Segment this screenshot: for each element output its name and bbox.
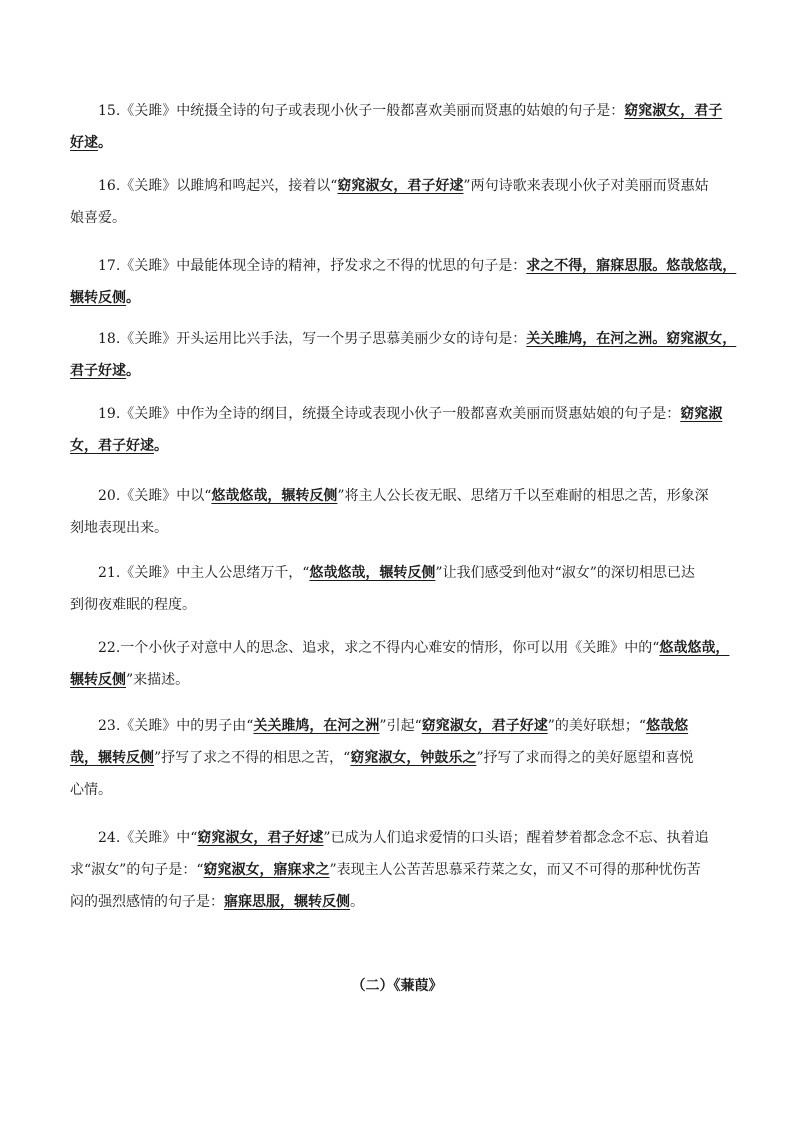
answer-text: 关关雎鸠，在河之洲: [253, 718, 380, 734]
text-line: [70, 430, 730, 462]
question-text: 娘喜爱。: [70, 210, 126, 226]
text-line: [70, 202, 730, 234]
question-text: 求“淑女”的句子是：“: [70, 862, 204, 878]
text-line: [70, 557, 730, 589]
answer-text: 窈窕淑女，寤寐求之: [203, 862, 330, 878]
answer-text: 女，君子好逑: [70, 438, 154, 454]
question-text: ”来描述。: [126, 672, 190, 688]
answer-text: 悠哉悠哉，: [659, 640, 730, 656]
question-text: ”两句诗歌来表现小伙子对美丽而贤惠姑: [463, 178, 709, 194]
question-text: ”引起“: [379, 718, 422, 734]
text-line: [70, 774, 730, 806]
question-text: 刻地表现出来。: [70, 520, 168, 536]
answer-punctuation: 。: [126, 363, 140, 379]
answer-text: 辗转反侧: [70, 672, 126, 688]
text-line: [70, 355, 730, 387]
text-line: [70, 664, 730, 696]
question-text: 。: [350, 894, 364, 910]
text-line: [70, 250, 737, 282]
question-item: [70, 822, 730, 918]
question-item: [70, 710, 730, 806]
answer-punctuation: 。: [154, 438, 168, 454]
text-line: [70, 127, 730, 159]
answer-text: 窈窕淑女，君子好逑: [337, 178, 464, 194]
answer-text: 好逑: [70, 135, 98, 151]
text-line: [70, 95, 730, 127]
text-line: [70, 282, 730, 314]
question-text: 23.《关雎》中的男子由“: [98, 718, 254, 734]
question-text: 18.《关雎》开头运用比兴手法，写一个男子思慕美丽少女的诗句是：: [98, 331, 527, 347]
text-line: [70, 854, 730, 886]
answer-text: 哉，辗转反侧: [70, 750, 154, 766]
answer-text: 悠哉悠哉，辗转反侧: [309, 565, 436, 581]
question-text: ”的美好联想；“: [547, 718, 647, 734]
question-text: 19.《关雎》中作为全诗的纲目，统摄全诗或表现小伙子一般都喜欢美丽而贤惠姑娘的句子是：: [98, 406, 681, 422]
answer-text: 求之不得，寤寐思服。悠哉悠哉，: [526, 258, 737, 274]
text-line: [70, 710, 730, 742]
text-line: [70, 822, 730, 854]
answer-text: 关关雎鸠，在河之洲。窈窕淑女，: [526, 331, 737, 347]
question-item: [70, 95, 730, 159]
text-line: [70, 632, 730, 664]
question-text: ”抒写了求而得之的美好愿望和喜悦: [476, 750, 694, 766]
text-line: [70, 170, 730, 202]
question-text: 20.《关雎》中以“: [98, 488, 212, 504]
answer-text: 窈窕淑女，君子好逑: [197, 830, 324, 846]
question-text: 22.一个小伙子对意中人的思念、追求，求之不得内心难安的情形，你可以用《关雎》中的“: [98, 640, 660, 656]
text-line: [70, 589, 730, 621]
text-line: [70, 512, 730, 544]
answer-text: 窈窕淑女，君子: [624, 103, 723, 119]
answer-text: 窈窕淑: [680, 406, 723, 422]
answer-text: 寤寐思服，辗转反侧: [224, 894, 350, 910]
answer-punctuation: 。: [98, 135, 112, 151]
question-item: [70, 557, 730, 621]
answer-text: 辗转反侧: [70, 290, 126, 306]
question-text: 24.《关雎》中“: [98, 830, 198, 846]
question-item: [70, 250, 737, 314]
question-text: 21.《关雎》中主人公思绪万千，“: [98, 565, 310, 581]
question-text: 闷的强烈感情的句子是：: [70, 894, 224, 910]
question-text: 到彻夜难眠的程度。: [70, 597, 196, 613]
question-text: 17.《关雎》中最能体现全诗的精神，抒发求之不得的忧思的句子是：: [98, 258, 527, 274]
question-text: ”抒写了求之不得的相思之苦，“: [154, 750, 351, 766]
text-line: [70, 323, 737, 355]
text-line: [70, 886, 730, 918]
question-item: [70, 398, 730, 462]
question-item: [70, 170, 730, 234]
question-item: [70, 323, 737, 387]
answer-text: 悠哉悠: [646, 718, 689, 734]
answer-text: 悠哉悠哉，辗转反侧: [211, 488, 338, 504]
answer-text: 窈窕淑女，钟鼓乐之: [350, 750, 477, 766]
question-text: 心情。: [70, 782, 112, 798]
question-text: ”将主人公长夜无眠、思绪万千以至难耐的相思之苦，形象深: [337, 488, 709, 504]
text-line: [70, 742, 730, 774]
answer-text: 窈窕淑女，君子好逑: [421, 718, 548, 734]
answer-punctuation: 。: [126, 290, 140, 306]
question-text: ”让我们感受到他对“淑女”的深切相思已达: [435, 565, 695, 581]
text-line: [70, 480, 730, 512]
question-text: 16.《关雎》以雎鸠和鸣起兴，接着以“: [98, 178, 338, 194]
section-title: （二）《蒹葭》: [351, 978, 443, 994]
question-text: ”表现主人公苦苦思慕采荇菜之女，而又不可得的那种忧伤苦: [329, 862, 701, 878]
question-text: 15.《关雎》中统摄全诗的句子或表现小伙子一般都喜欢美丽而贤惠的姑娘的句子是：: [98, 103, 625, 119]
answer-text: 君子好逑: [70, 363, 126, 379]
question-item: [70, 480, 730, 544]
question-text: ”已成为人们追求爱情的口头语；醒着梦着都念念不忘、执着追: [323, 830, 709, 846]
text-line: [70, 398, 730, 430]
question-item: [70, 632, 730, 696]
